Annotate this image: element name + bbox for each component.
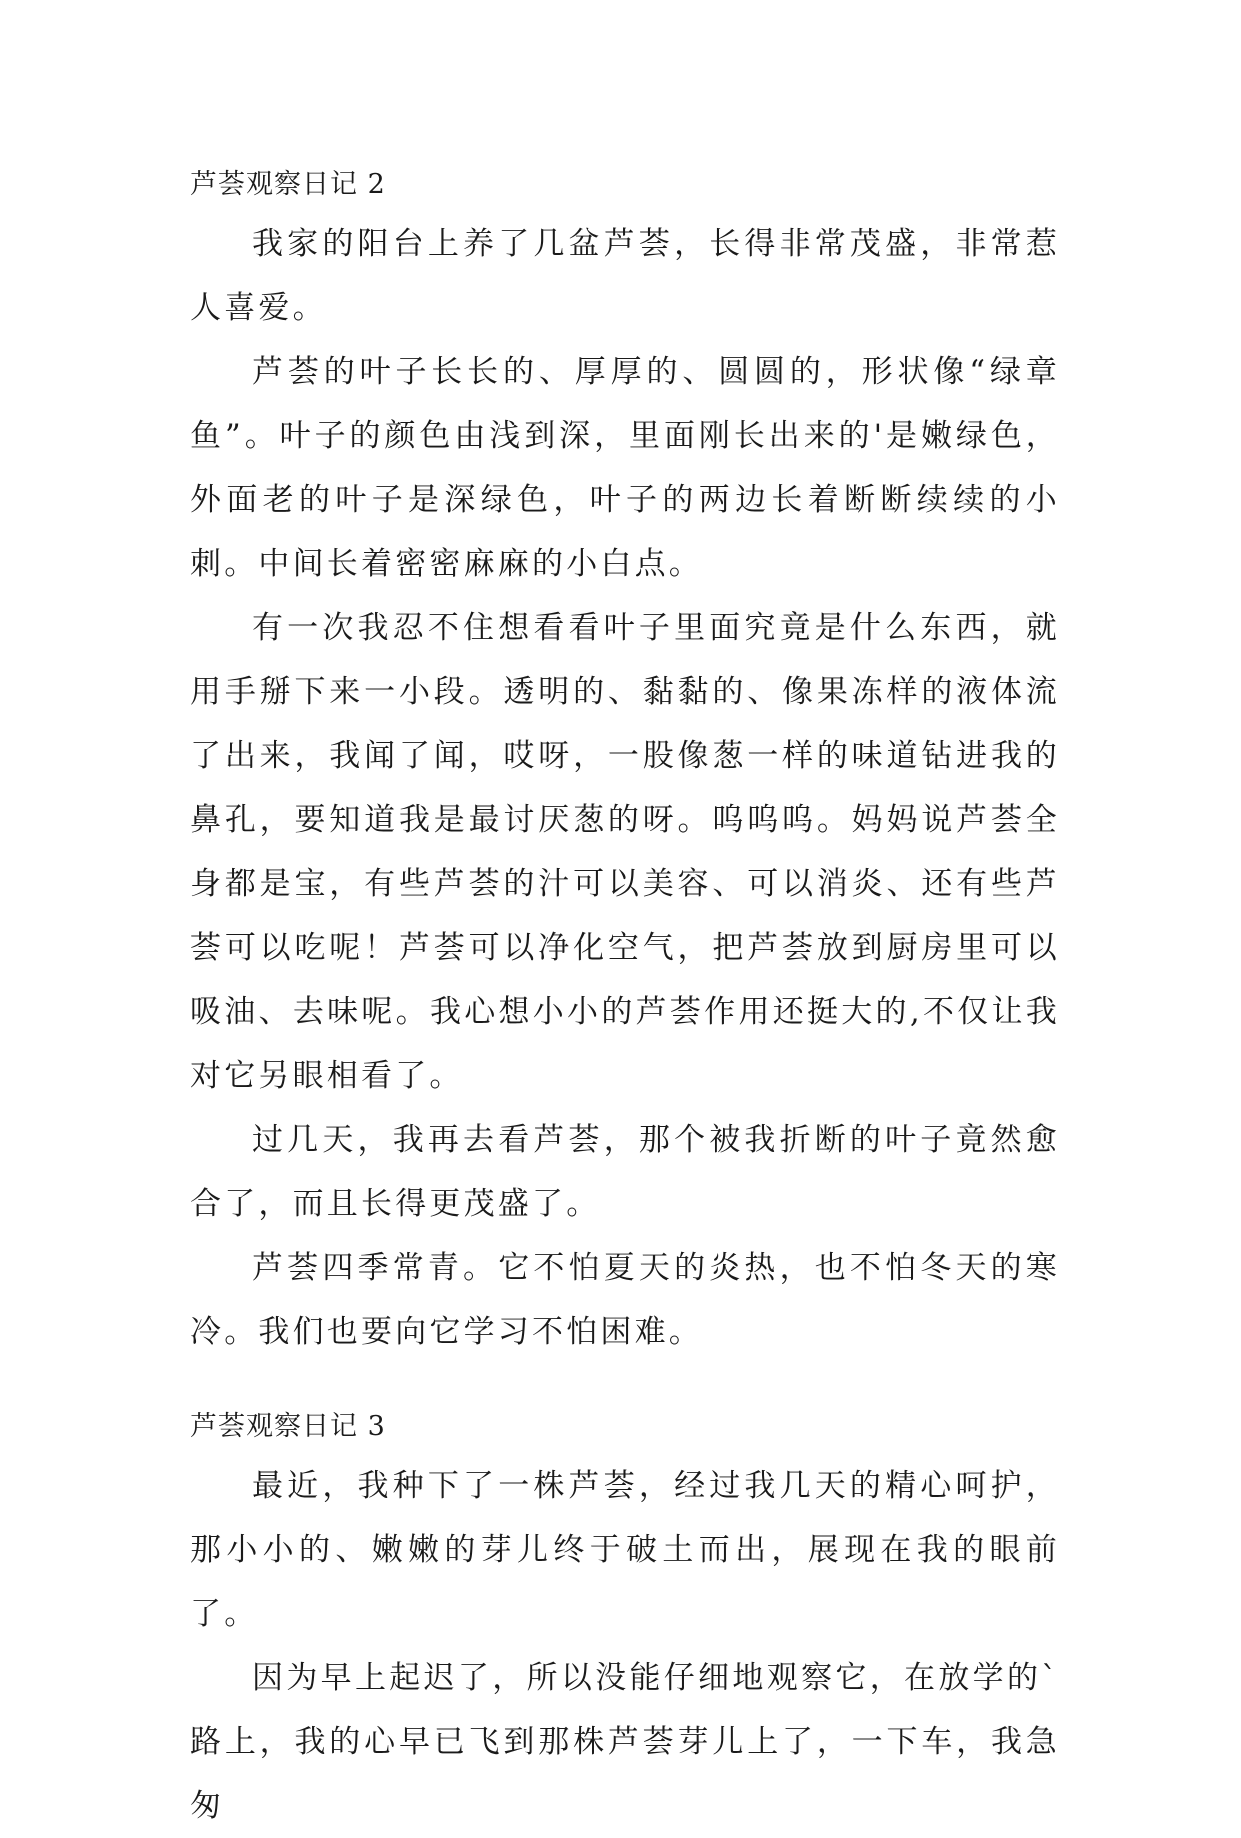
diary-entry-2 — [190, 166, 1060, 1364]
document-page — [190, 150, 1060, 1838]
entry-title: 芦荟观察日记 2 — [190, 169, 386, 200]
entry-title: 芦荟观察日记 3 — [190, 1411, 386, 1442]
paragraph: 芦荟的叶子长长的、厚厚的、圆圆的，形状像“绿章鱼”。叶子的颜色由浅到深，里面刚长出来的'是嫩绿色，外面老的叶子是深绿色，叶子的两边长着断断续续的小刺。中间长着密密麻麻的小白点。 — [190, 354, 1060, 582]
paragraph: 因为早上起迟了，所以没能仔细地观察它，在放学的`路上，我的心早已飞到那株芦荟芽儿上了，一下车，我急匆 — [190, 1660, 1060, 1824]
paragraph: 过几天，我再去看芦荟，那个被我折断的叶子竟然愈合了，而且长得更茂盛了。 — [190, 1122, 1060, 1222]
paragraph: 我家的阳台上养了几盆芦荟，长得非常茂盛，非常惹人喜爱。 — [190, 226, 1060, 326]
diary-entry-3 — [190, 1408, 1060, 1838]
paragraph: 最近，我种下了一株芦荟，经过我几天的精心呵护，那小小的、嫩嫩的芽儿终于破土而出，展现在我的眼前了。 — [190, 1468, 1060, 1632]
paragraph: 有一次我忍不住想看看叶子里面究竟是什么东西，就用手掰下来一小段。透明的、黏黏的、像果冻样的液体流了出来，我闻了闻，哎呀，一股像葱一样的味道钻进我的鼻孔，要知道我是最讨厌葱的呀。呜呜呜。妈妈说芦荟全身都是宝，有些芦荟的汁可以美容、可以消炎、还有些芦荟可以吃呢！芦荟可以净化空气，把芦荟放到厨房里可以吸油、去味呢。我心想小小的芦荟作用还挺大的,不仅让我对它另眼相看了。 — [190, 610, 1060, 1094]
paragraph: 芦荟四季常青。它不怕夏天的炎热，也不怕冬天的寒冷。我们也要向它学习不怕困难。 — [190, 1250, 1060, 1350]
